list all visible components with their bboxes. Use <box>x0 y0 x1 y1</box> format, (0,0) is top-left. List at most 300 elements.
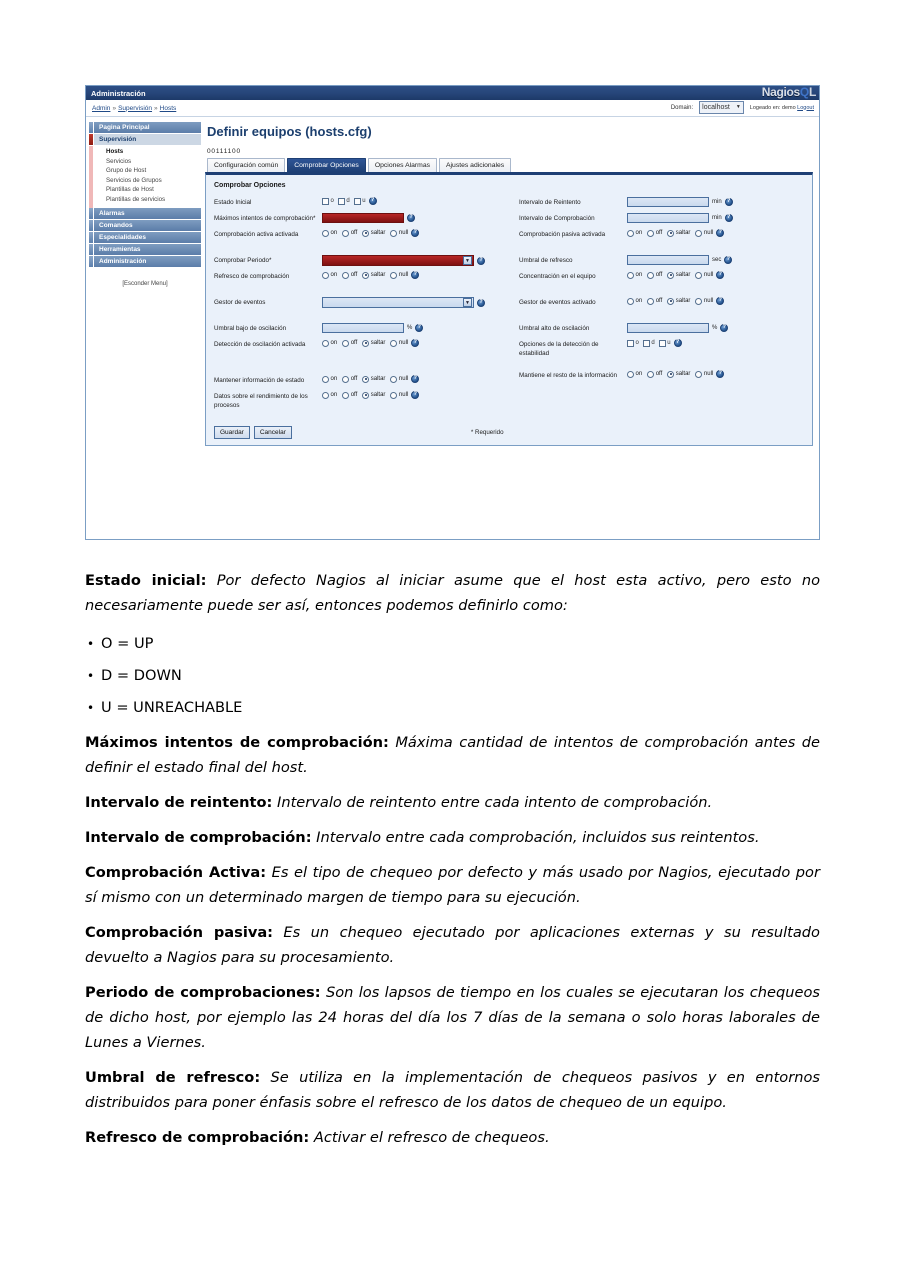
intervalo-comprobacion-input[interactable] <box>627 213 709 223</box>
radio-saltar[interactable] <box>362 272 385 279</box>
field-row-max-intentos <box>214 213 509 227</box>
domain-select[interactable] <box>699 101 744 114</box>
help-icon[interactable]: ? <box>725 198 733 206</box>
radio-off[interactable] <box>647 230 662 237</box>
radio-icon <box>342 272 349 279</box>
radio-label: off <box>350 230 358 236</box>
term-periodo-comprobaciones: Periodo de comprobaciones: <box>85 984 321 1001</box>
text-periodo-comprobaciones: Son los lapsos de tiempo en los cuales se ejecutaran los chequeos de dicho host, por ejemplo las 24 horas del día los 7 días de la semana o solo horas laborales de Lunes a Viernes. <box>85 984 820 1051</box>
field-mantener-info-estado <box>322 375 509 383</box>
radio-group-mantiene-resto <box>627 371 713 378</box>
field-row-gestor-eventos-activado <box>519 297 804 311</box>
help-icon[interactable]: ? <box>411 339 419 347</box>
radio-null[interactable] <box>390 272 408 279</box>
radio-icon <box>627 272 634 279</box>
tab-ajustes-adicionales[interactable]: Ajustes adicionales <box>439 158 511 172</box>
field-gestor-eventos <box>322 297 509 308</box>
text-intervalo-comprobacion: Intervalo entre cada comprobación, incluidos sus reintentos. <box>311 829 760 846</box>
help-icon[interactable]: ? <box>720 324 728 332</box>
radio-icon <box>627 230 634 237</box>
breadcrumb-item-admin[interactable]: Admin <box>92 104 111 112</box>
chevron-down-icon: ▼ <box>735 104 741 110</box>
sidebar-item-comandos[interactable] <box>89 220 201 231</box>
radio-label: on <box>635 272 643 278</box>
sidebar-item-alarmas[interactable] <box>89 208 201 219</box>
radio-label: saltar <box>675 230 691 236</box>
logo-text-nagios: Nagios <box>761 85 800 99</box>
checkbox-label: d <box>651 340 655 346</box>
radio-on[interactable] <box>322 230 337 237</box>
checkbox-estabilidad-d[interactable] <box>643 340 655 347</box>
breadcrumb-bar <box>86 100 819 117</box>
radio-icon-selected <box>667 230 674 237</box>
list-item: • U = UNREACHABLE <box>85 692 820 724</box>
tab-comprobar-opciones[interactable]: Comprobar Opciones <box>287 158 366 172</box>
form-column-left <box>214 197 509 412</box>
field-row-datos-rendimiento <box>214 391 509 410</box>
radio-icon <box>647 371 654 378</box>
checkbox-label: o <box>635 340 639 346</box>
radio-off[interactable] <box>647 272 662 279</box>
field-max-intentos <box>322 213 509 223</box>
sidebar-item-administracion[interactable] <box>89 256 201 267</box>
field-row-mantener-info-estado <box>214 375 509 389</box>
sidebar-submenu-wrapper <box>89 146 201 208</box>
field-umbral-refresco <box>627 255 804 265</box>
text-max-intentos: Máxima cantidad de intentos de comprobación antes de definir el estado final del host. <box>85 734 821 776</box>
radio-saltar[interactable] <box>667 298 690 305</box>
sidebar <box>86 117 201 541</box>
panel-title: Comprobar Opciones <box>214 182 286 189</box>
spacer <box>214 245 509 255</box>
checkbox-estado-d[interactable] <box>338 198 350 205</box>
field-estado-inicial <box>322 197 509 205</box>
checkbox-estabilidad-u[interactable] <box>659 340 671 347</box>
radio-icon-selected <box>362 340 369 347</box>
save-button[interactable]: Guardar <box>214 426 250 439</box>
checkbox-icon <box>627 340 634 347</box>
radio-label: off <box>655 371 663 377</box>
nagiosql-logo <box>762 85 816 99</box>
radio-label: on <box>330 272 338 278</box>
radio-on[interactable] <box>322 376 337 383</box>
field-deteccion-oscilacion <box>322 339 509 347</box>
radio-null[interactable] <box>390 230 408 237</box>
spacer <box>519 360 804 370</box>
radio-icon <box>695 298 702 305</box>
list-item: • D = DOWN <box>85 660 820 692</box>
radio-off[interactable] <box>342 392 357 399</box>
radio-on[interactable] <box>322 392 337 399</box>
form-column-right <box>509 197 804 412</box>
radio-label: saltar <box>675 298 691 304</box>
checkbox-label: d <box>346 198 350 204</box>
sidebar-subitem-grupo-de-host[interactable]: Grupo de Host <box>106 167 147 174</box>
logo-text-q: Q <box>799 85 809 99</box>
label-concentracion-equipo: Concentración en el equipo <box>519 273 596 280</box>
field-row-estado-inicial <box>214 197 509 211</box>
radio-label: on <box>330 230 338 236</box>
label-umbral-bajo: Umbral bajo de oscilación <box>214 325 287 332</box>
radio-label: on <box>330 392 338 398</box>
logged-in-info <box>750 105 814 111</box>
radio-off[interactable] <box>647 371 662 378</box>
breadcrumb-sep-1: » <box>112 104 117 112</box>
term-refresco-comprobacion: Refresco de comprobación: <box>85 1129 310 1146</box>
field-umbral-alto <box>627 323 804 333</box>
checkbox-estado-o[interactable] <box>322 198 334 205</box>
checkbox-group-estado-inicial <box>322 198 366 205</box>
checkbox-estado-u[interactable] <box>354 198 366 205</box>
field-comprobar-periodo <box>322 255 509 266</box>
sidebar-item-pagina-principal[interactable] <box>89 122 201 133</box>
sidebar-item-herramientas[interactable] <box>89 244 201 255</box>
checkbox-icon <box>322 198 329 205</box>
field-opciones-estabilidad <box>627 339 804 347</box>
sidebar-item-especialidades[interactable] <box>89 232 201 243</box>
term-comprobacion-pasiva: Comprobación pasiva: <box>85 924 274 941</box>
term-intervalo-reintento: Intervalo de reintento: <box>85 794 273 811</box>
label-umbral-refresco: Umbral de refresco <box>519 257 573 264</box>
help-icon[interactable]: ? <box>477 299 485 307</box>
breadcrumb-item-hosts[interactable]: Hosts <box>159 104 177 112</box>
field-gestor-eventos-activado <box>627 297 804 305</box>
field-row-umbral-refresco <box>519 255 804 269</box>
label-comprobacion-pasiva: Comprobación pasiva activada <box>519 231 606 238</box>
tab-configuracion-comun[interactable]: Configuración común <box>207 158 285 172</box>
help-icon[interactable]: ? <box>369 197 377 205</box>
sidebar-submenu <box>94 146 165 208</box>
unit-min: min <box>712 215 722 221</box>
list-item: • O = UP <box>85 628 820 660</box>
content-area <box>201 117 819 541</box>
field-row-intervalo-comprobacion <box>519 213 804 227</box>
sidebar-label: Herramientas <box>94 244 201 255</box>
radio-off[interactable] <box>342 376 357 383</box>
radio-label: off <box>655 230 663 236</box>
field-mantiene-resto <box>627 370 804 378</box>
radio-null[interactable] <box>390 392 408 399</box>
logout-link[interactable]: Logout <box>797 104 814 111</box>
sidebar-subitem-servicios[interactable]: Servicios <box>106 157 132 165</box>
max-intentos-input[interactable] <box>322 213 404 223</box>
umbral-refresco-input[interactable] <box>627 255 709 265</box>
config-id-code: 00111100 <box>207 148 241 155</box>
radio-icon <box>390 272 397 279</box>
text-refresco-comprobacion: Activar el refresco de chequeos. <box>309 1129 550 1146</box>
help-icon[interactable]: ? <box>725 214 733 222</box>
spacer <box>519 313 804 323</box>
radio-on[interactable] <box>627 298 642 305</box>
paragraph-umbral-refresco <box>85 1065 820 1115</box>
radio-group-datos <box>322 392 408 399</box>
radio-saltar[interactable] <box>362 340 385 347</box>
text-estado-inicial: Por defecto Nagios al iniciar asume que el host esta activo, pero esto no necesariamente puede ser así, entonces podemos definirlo como: <box>85 572 820 614</box>
radio-icon <box>695 230 702 237</box>
nagiosql-screenshot <box>85 85 820 540</box>
radio-off[interactable] <box>342 340 357 347</box>
paragraph-periodo-comprobaciones <box>85 980 820 1055</box>
radio-null[interactable] <box>390 340 408 347</box>
term-comprobacion-activa: Comprobación Activa: <box>85 864 267 881</box>
radio-label: null <box>398 272 409 278</box>
radio-icon <box>627 371 634 378</box>
help-icon[interactable]: ? <box>411 375 419 383</box>
radio-icon <box>647 298 654 305</box>
radio-icon <box>647 230 654 237</box>
term-intervalo-comprobacion: Intervalo de comprobación: <box>85 829 312 846</box>
label-gestor-eventos-activado: Gestor de eventos activado <box>519 299 596 306</box>
sidebar-subitem-plantillas-de-servicios[interactable]: Plantillas de servicios <box>106 195 166 203</box>
radio-group-concentracion <box>627 272 713 279</box>
radio-label: saltar <box>370 392 386 398</box>
tab-opciones-alarmas[interactable]: Opciones Alarmas <box>368 158 437 172</box>
label-comprobacion-activa: Comprobación activa activada <box>214 231 299 238</box>
label-comprobar-periodo: Comprobar Periodo* <box>214 257 272 264</box>
radio-label: off <box>655 272 663 278</box>
checkbox-estabilidad-o[interactable] <box>627 340 639 347</box>
radio-label: saltar <box>675 371 691 377</box>
paragraph-max-intentos <box>85 730 820 780</box>
radio-label: off <box>350 392 358 398</box>
sidebar-label: Alarmas <box>94 208 201 219</box>
radio-group-comprobacion-pasiva <box>627 230 713 237</box>
breadcrumb-item-supervision[interactable]: Supervisión <box>118 104 153 112</box>
sidebar-subitem-servicios-de-grupos[interactable]: Servicios de Grupos <box>106 176 162 184</box>
radio-icon <box>390 376 397 383</box>
radio-label: saltar <box>370 230 386 236</box>
radio-icon-selected <box>362 230 369 237</box>
radio-label: off <box>350 272 358 278</box>
text-umbral-refresco: Se utiliza en la implementación de chequeos pasivos y en entornos distribuidos para poner énfasis sobre el refresco de los datos de chequeo de un equipo. <box>85 1069 821 1111</box>
text-comprobacion-activa: Es el tipo de chequeo por defecto y más usado por Nagios, ejecutado por sí mismo con un determinado margen de tiempo para su ejecución. <box>85 864 820 906</box>
unit-sec: sec <box>712 257 722 263</box>
help-icon[interactable]: ? <box>411 391 419 399</box>
help-icon[interactable]: ? <box>415 324 423 332</box>
app-titlebar <box>86 86 819 100</box>
radio-icon-selected <box>667 371 674 378</box>
radio-icon <box>627 298 634 305</box>
checkbox-group-estabilidad <box>627 340 671 347</box>
checkbox-label: u <box>362 198 366 204</box>
radio-icon <box>322 272 329 279</box>
hide-menu-link[interactable]: [Esconder Menu] <box>122 281 168 287</box>
radio-null[interactable] <box>695 371 713 378</box>
label-refresco-comprobacion: Refresco de comprobación <box>214 273 290 280</box>
paragraph-comprobacion-pasiva <box>85 920 820 970</box>
document-text <box>85 568 820 1160</box>
field-comprobacion-activa <box>322 229 509 237</box>
umbral-alto-input[interactable] <box>627 323 709 333</box>
radio-label: null <box>703 371 714 377</box>
radio-icon <box>390 230 397 237</box>
radio-icon <box>322 340 329 347</box>
comprobar-periodo-select[interactable] <box>322 255 474 266</box>
radio-saltar[interactable] <box>362 230 385 237</box>
help-icon[interactable]: ? <box>411 271 419 279</box>
spacer <box>519 287 804 297</box>
radio-null[interactable] <box>390 376 408 383</box>
field-row-refresco-comprobacion <box>214 271 509 285</box>
app-title: Administración <box>91 88 146 98</box>
help-icon[interactable]: ? <box>716 229 724 237</box>
text-intervalo-reintento: Intervalo de reintento entre cada intento de comprobación. <box>272 794 713 811</box>
topbar-right-cluster <box>671 101 814 114</box>
field-row-comprobacion-pasiva <box>519 229 804 243</box>
radio-label: saltar <box>370 340 386 346</box>
radio-icon <box>322 230 329 237</box>
chevron-down-icon: ▼ <box>463 298 472 307</box>
checkbox-icon <box>354 198 361 205</box>
radio-off[interactable] <box>647 298 662 305</box>
radio-icon <box>390 340 397 347</box>
label-mantener-info-estado: Mantener información de estado <box>214 377 305 384</box>
radio-label: on <box>635 230 643 236</box>
cancel-button[interactable]: Cancelar <box>254 426 292 439</box>
radio-saltar[interactable] <box>667 371 690 378</box>
radio-icon <box>342 376 349 383</box>
help-icon[interactable]: ? <box>411 229 419 237</box>
spacer <box>214 313 509 323</box>
checkbox-label: o <box>330 198 334 204</box>
radio-on[interactable] <box>322 340 337 347</box>
label-max-intentos: Máximos intentos de comprobación* <box>214 215 316 222</box>
form-panel <box>205 172 813 446</box>
help-icon[interactable]: ? <box>716 297 724 305</box>
sidebar-label: Administración <box>94 256 201 267</box>
radio-group-comprobacion-activa <box>322 230 408 237</box>
form-footer <box>214 422 804 439</box>
field-row-comprobar-periodo <box>214 255 509 269</box>
label-intervalo-comprobacion: Intervalo de Comprobación <box>519 215 595 222</box>
unit-percent: % <box>712 325 718 331</box>
radio-icon-selected <box>667 272 674 279</box>
field-comprobacion-pasiva <box>627 229 804 237</box>
help-icon[interactable]: ? <box>716 271 724 279</box>
sidebar-subitem-plantillas-de-host[interactable]: Plantillas de Host <box>106 186 154 193</box>
radio-label: on <box>330 340 338 346</box>
spacer <box>214 365 509 375</box>
radio-saltar[interactable] <box>362 376 385 383</box>
radio-off[interactable] <box>342 272 357 279</box>
sidebar-item-supervision[interactable] <box>89 134 201 145</box>
spacer <box>519 245 804 255</box>
radio-label: null <box>398 230 409 236</box>
spacer <box>214 287 509 297</box>
intervalo-reintento-input[interactable] <box>627 197 709 207</box>
help-icon[interactable]: ? <box>407 214 415 222</box>
radio-icon <box>342 340 349 347</box>
term-max-intentos: Máximos intentos de comprobación: <box>85 734 389 751</box>
page-title: Definir equipos (hosts.cfg) <box>207 124 372 139</box>
radio-null[interactable] <box>695 298 713 305</box>
radio-label: off <box>350 340 358 346</box>
radio-off[interactable] <box>342 230 357 237</box>
label-gestor-eventos: Gestor de eventos <box>214 299 266 306</box>
field-concentracion-equipo <box>627 271 804 279</box>
radio-icon <box>647 272 654 279</box>
radio-on[interactable] <box>627 230 642 237</box>
sidebar-label: Especialidades <box>94 232 201 243</box>
radio-icon <box>342 230 349 237</box>
help-icon[interactable]: ? <box>674 339 682 347</box>
field-umbral-bajo <box>322 323 509 333</box>
radio-label: on <box>635 371 643 377</box>
tab-bar <box>207 158 813 172</box>
domain-label: Domain: <box>670 104 694 111</box>
label-opciones-estabilidad: Opciones de la detección de estabilidad <box>519 341 599 357</box>
radio-group-mantener <box>322 376 408 383</box>
field-row-intervalo-reintento <box>519 197 804 211</box>
breadcrumb-sep-2: » <box>154 104 158 112</box>
radio-saltar[interactable] <box>362 392 385 399</box>
required-note: * Requerido <box>470 429 504 436</box>
radio-saltar[interactable] <box>667 272 690 279</box>
field-intervalo-comprobacion <box>627 213 804 223</box>
checkbox-label: u <box>667 340 671 346</box>
term-estado-inicial: Estado inicial: <box>85 572 207 589</box>
checkbox-icon <box>338 198 345 205</box>
paragraph-intervalo-reintento <box>85 790 820 815</box>
radio-null[interactable] <box>695 230 713 237</box>
umbral-bajo-input[interactable] <box>322 323 404 333</box>
radio-label: null <box>703 298 714 304</box>
radio-label: null <box>398 376 409 382</box>
field-row-umbral-alto <box>519 323 804 337</box>
paragraph-intervalo-comprobacion <box>85 825 820 850</box>
text-comprobacion-pasiva: Es un chequeo ejecutado por aplicaciones externas y su resultado devuelto a Nagios para su procesamiento. <box>85 924 820 966</box>
label-intervalo-reintento: Intervalo de Reintento <box>519 199 581 206</box>
unit-min: min <box>712 199 722 205</box>
gestor-eventos-select[interactable] <box>322 297 474 308</box>
radio-label: saltar <box>370 272 386 278</box>
label-deteccion-oscilacion: Detección de oscilación activada <box>214 341 306 348</box>
field-row-concentracion-equipo <box>519 271 804 285</box>
field-row-opciones-estabilidad <box>519 339 804 358</box>
radio-label: on <box>635 298 643 304</box>
radio-icon <box>342 392 349 399</box>
label-mantiene-resto: Mantiene el resto de la información <box>519 372 618 379</box>
radio-label: null <box>398 392 409 398</box>
help-icon[interactable]: ? <box>716 370 724 378</box>
radio-saltar[interactable] <box>667 230 690 237</box>
radio-group-refresco <box>322 272 408 279</box>
radio-label: null <box>703 230 714 236</box>
radio-label: off <box>350 376 358 382</box>
radio-label: saltar <box>370 376 386 382</box>
help-icon[interactable]: ? <box>477 257 485 265</box>
radio-label: on <box>330 376 338 382</box>
radio-null[interactable] <box>695 272 713 279</box>
radio-icon <box>695 272 702 279</box>
logo-text-l: L <box>808 85 816 99</box>
radio-label: saltar <box>675 272 691 278</box>
radio-on[interactable] <box>322 272 337 279</box>
bullet-list <box>85 628 820 724</box>
radio-label: off <box>655 298 663 304</box>
radio-icon-selected <box>667 298 674 305</box>
radio-on[interactable] <box>627 371 642 378</box>
sidebar-subitem-hosts[interactable]: Hosts <box>106 148 124 155</box>
field-row-deteccion-oscilacion <box>214 339 509 353</box>
field-row-comprobacion-activa <box>214 229 509 243</box>
radio-on[interactable] <box>627 272 642 279</box>
help-icon[interactable]: ? <box>724 256 732 264</box>
field-refresco-comprobacion <box>322 271 509 279</box>
form-grid <box>214 197 804 412</box>
domain-select-value: localhost <box>702 104 730 111</box>
radio-label: null <box>398 340 409 346</box>
